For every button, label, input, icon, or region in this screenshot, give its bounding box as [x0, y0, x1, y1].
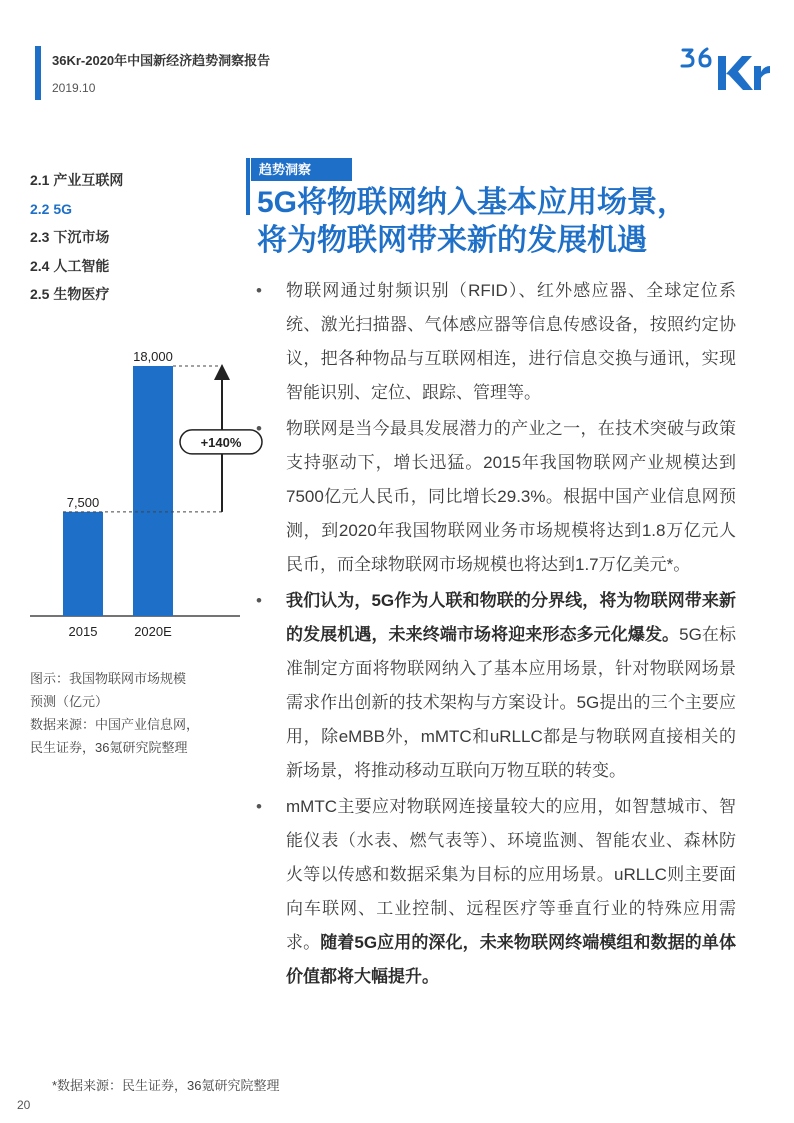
section-tag: 趋势洞察 — [251, 158, 352, 181]
bar-2015 — [63, 512, 103, 616]
market-size-bar-chart — [30, 340, 270, 650]
nav-item-5g[interactable]: 2.2 5G — [30, 200, 73, 217]
nav-item-industrial-internet[interactable]: 2.1 产业互联网 — [30, 172, 124, 188]
brand-logo — [680, 38, 770, 96]
section-nav — [30, 166, 123, 309]
bullet-text: mMTC主要应对物联网连接量较大的应用，如智慧城市、智能仪表（水表、燃气表等）、环境监测、智能农业、森林防火等以传感和数据采集为目标的应用场景。uRLLC则主要面向车联网、工业控制、远程医疗等垂直行业的特殊应用需求。 — [286, 797, 736, 952]
growth-label: +140% — [200, 434, 242, 450]
nav-item-biomedical[interactable]: 2.5 生物医疗 — [30, 286, 110, 302]
bar-value-label: 7,500 — [66, 494, 100, 510]
report-date: 2019.10 — [52, 81, 96, 95]
caption-line: 预测（亿元） — [30, 694, 109, 709]
caption-line: 图示：我国物联网市场规模 — [30, 671, 187, 686]
bullet-item — [256, 584, 736, 788]
footnote: *数据来源：民生证券，36氪研究院整理 — [52, 1078, 280, 1093]
nav-item-lower-tier-market[interactable]: 2.3 下沉市场 — [30, 229, 110, 245]
bullet-bold-text: 随着5G应用的深化，未来物联网终端模组和数据的单体价值都将大幅提升。 — [286, 933, 736, 986]
report-title: 36Kr-2020年中国新经济趋势洞察报告 — [52, 53, 271, 68]
page-number: 20 — [17, 1098, 31, 1112]
bullet-text: 物联网通过射频识别（RFID）、红外感应器、全球定位系统、激光扫描器、气体感应器等信息传感设备，按照约定协议，把各种物品与互联网相连，进行信息交换与通讯，实现智能识别、定位、跟踪、管理等。 — [286, 281, 736, 402]
header-accent-bar — [35, 46, 41, 100]
caption-source-line: 数据来源：中国产业信息网， — [30, 717, 200, 732]
heading-line: 5G将物联网纳入基本应用场景， — [257, 186, 688, 219]
bullet-text: 5G在标准制定方面将物联网纳入了基本应用场景，针对物联网场景需求作出创新的技术架构与方案设计。5G提出的三个主要应用，除eMBB外，mMTC和uRLLC都是与物联网直接相关的新场景，将推动移动互联向万物互联的转变。 — [286, 625, 737, 780]
caption-source-line: 民生证券，36氪研究院整理 — [30, 740, 188, 755]
heading-line: 将为物联网带来新的发展机遇 — [257, 224, 647, 257]
bullet-text: 物联网是当今最具发展潜力的产业之一，在技术突破与政策支持驱动下，增长迅猛。2015年我国物联网产业规模达到7500亿元人民币，同比增长29.3%。根据中国产业信息网预测，到2020年我国物联网业务市场规模将达到1.8万亿元人民币，而全球物联网市场规模也将达到1.7万亿美元*。 — [286, 419, 736, 574]
category-label: 2015 — [68, 624, 98, 639]
bar-value-label: 18,000 — [133, 349, 173, 364]
section-heading — [257, 184, 687, 260]
tag-accent-bar — [246, 158, 250, 215]
bullet-item — [256, 412, 736, 582]
chart-caption — [30, 667, 250, 759]
bullet-item — [256, 790, 736, 994]
bullet-bold-text: 我们认为，5G作为人联和物联的分界线，将为物联网带来新的发展机遇，未来终端市场将迎来形态多元化爆发。 — [286, 591, 736, 644]
bullet-item — [256, 274, 736, 410]
bar-2020E — [133, 366, 173, 616]
nav-item-ai[interactable]: 2.4 人工智能 — [30, 257, 110, 274]
category-label: 2020E — [134, 624, 172, 639]
bullet-list — [256, 274, 736, 996]
